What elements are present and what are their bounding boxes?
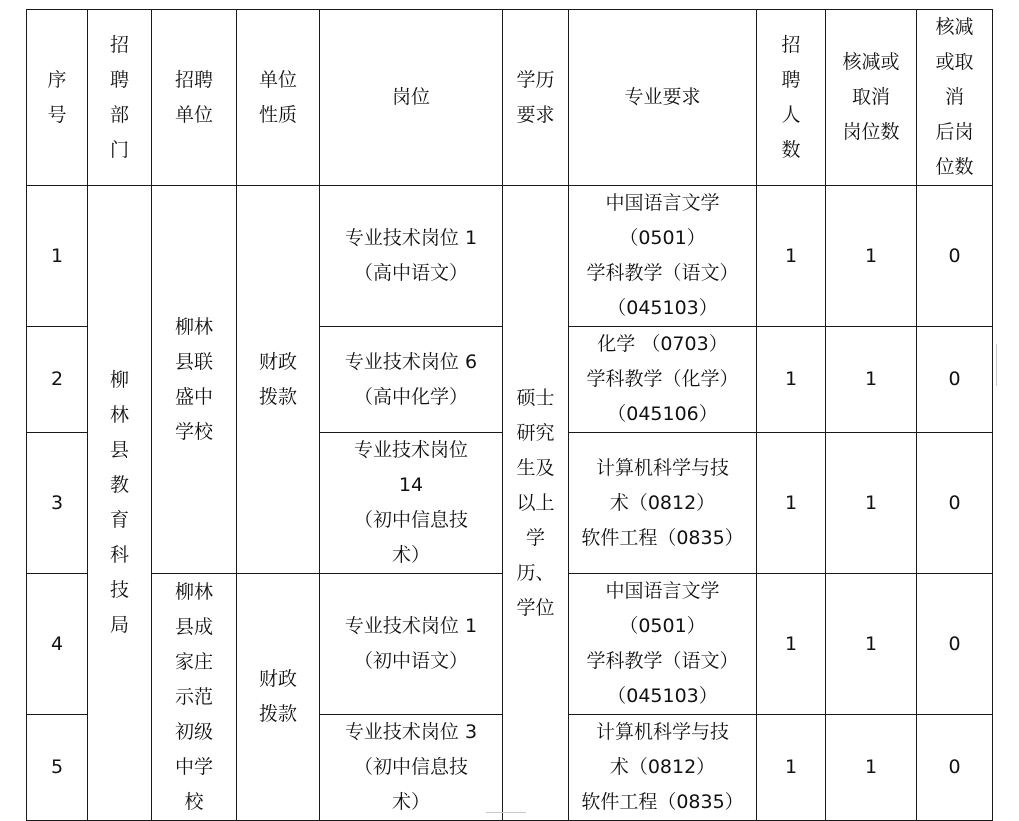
nature-cell: 财政 拨款 bbox=[237, 186, 320, 574]
cut-cell: 1 bbox=[826, 186, 917, 327]
count-cell: 1 bbox=[757, 574, 826, 715]
edge-marker bbox=[486, 812, 526, 813]
after-cell: 0 bbox=[917, 327, 993, 433]
dept-cell: 柳 林 县 教 育 科 技 局 bbox=[88, 186, 152, 821]
count-cell: 1 bbox=[757, 715, 826, 821]
cut-cell: 1 bbox=[826, 327, 917, 433]
header-count: 招 聘 人 数 bbox=[757, 10, 826, 186]
cut-cell: 1 bbox=[826, 715, 917, 821]
post-cell: 专业技术岗位 14 （初中信息技 术） bbox=[320, 433, 503, 574]
header-row bbox=[27, 10, 993, 186]
major-cell: 计算机科学与技 术（0812） 软件工程（0835） bbox=[569, 433, 757, 574]
major-cell: 中国语言文学 （0501） 学科教学（语文） （045103） bbox=[569, 574, 757, 715]
header-post: 岗位 bbox=[320, 10, 503, 186]
header-major: 专业要求 bbox=[569, 10, 757, 186]
major-cell: 计算机科学与技 术（0812） 软件工程（0835） bbox=[569, 715, 757, 821]
header-nature: 单位 性质 bbox=[237, 10, 320, 186]
header-unit: 招聘 单位 bbox=[152, 10, 237, 186]
after-cell: 0 bbox=[917, 433, 993, 574]
edu-cell: 硕士 研究 生及 以上 学 历、 学位 bbox=[503, 186, 569, 821]
header-dept: 招 聘 部 门 bbox=[88, 10, 152, 186]
seq-cell: 1 bbox=[27, 186, 88, 327]
unit-cell: 柳林 县成 家庄 示范 初级 中学 校 bbox=[152, 574, 237, 821]
after-cell: 0 bbox=[917, 574, 993, 715]
seq-cell: 4 bbox=[27, 574, 88, 715]
after-cell: 0 bbox=[917, 186, 993, 327]
unit-cell: 柳林 县联 盛中 学校 bbox=[152, 186, 237, 574]
post-cell: 专业技术岗位 1 （高中语文） bbox=[320, 186, 503, 327]
post-cell: 专业技术岗位 6 （高中化学） bbox=[320, 327, 503, 433]
major-cell: 中国语言文学 （0501） 学科教学（语文） （045103） bbox=[569, 186, 757, 327]
cut-cell: 1 bbox=[826, 433, 917, 574]
header-edu: 学历 要求 bbox=[503, 10, 569, 186]
table-row bbox=[27, 186, 993, 327]
nature-cell: 财政 拨款 bbox=[237, 574, 320, 821]
seq-cell: 3 bbox=[27, 433, 88, 574]
major-cell: 化学 （0703） 学科教学（化学） （045106） bbox=[569, 327, 757, 433]
post-cell: 专业技术岗位 1 （初中语文） bbox=[320, 574, 503, 715]
header-cut: 核减或 取消 岗位数 bbox=[826, 10, 917, 186]
header-seq: 序 号 bbox=[27, 10, 88, 186]
count-cell: 1 bbox=[757, 433, 826, 574]
seq-cell: 5 bbox=[27, 715, 88, 821]
edge-marker bbox=[996, 344, 997, 386]
header-after: 核减 或取 消 后岗 位数 bbox=[917, 10, 993, 186]
after-cell: 0 bbox=[917, 715, 993, 821]
post-cell: 专业技术岗位 3 （初中信息技 术） bbox=[320, 715, 503, 821]
cut-cell: 1 bbox=[826, 574, 917, 715]
seq-cell: 2 bbox=[27, 327, 88, 433]
count-cell: 1 bbox=[757, 327, 826, 433]
recruitment-table bbox=[26, 9, 993, 821]
count-cell: 1 bbox=[757, 186, 826, 327]
